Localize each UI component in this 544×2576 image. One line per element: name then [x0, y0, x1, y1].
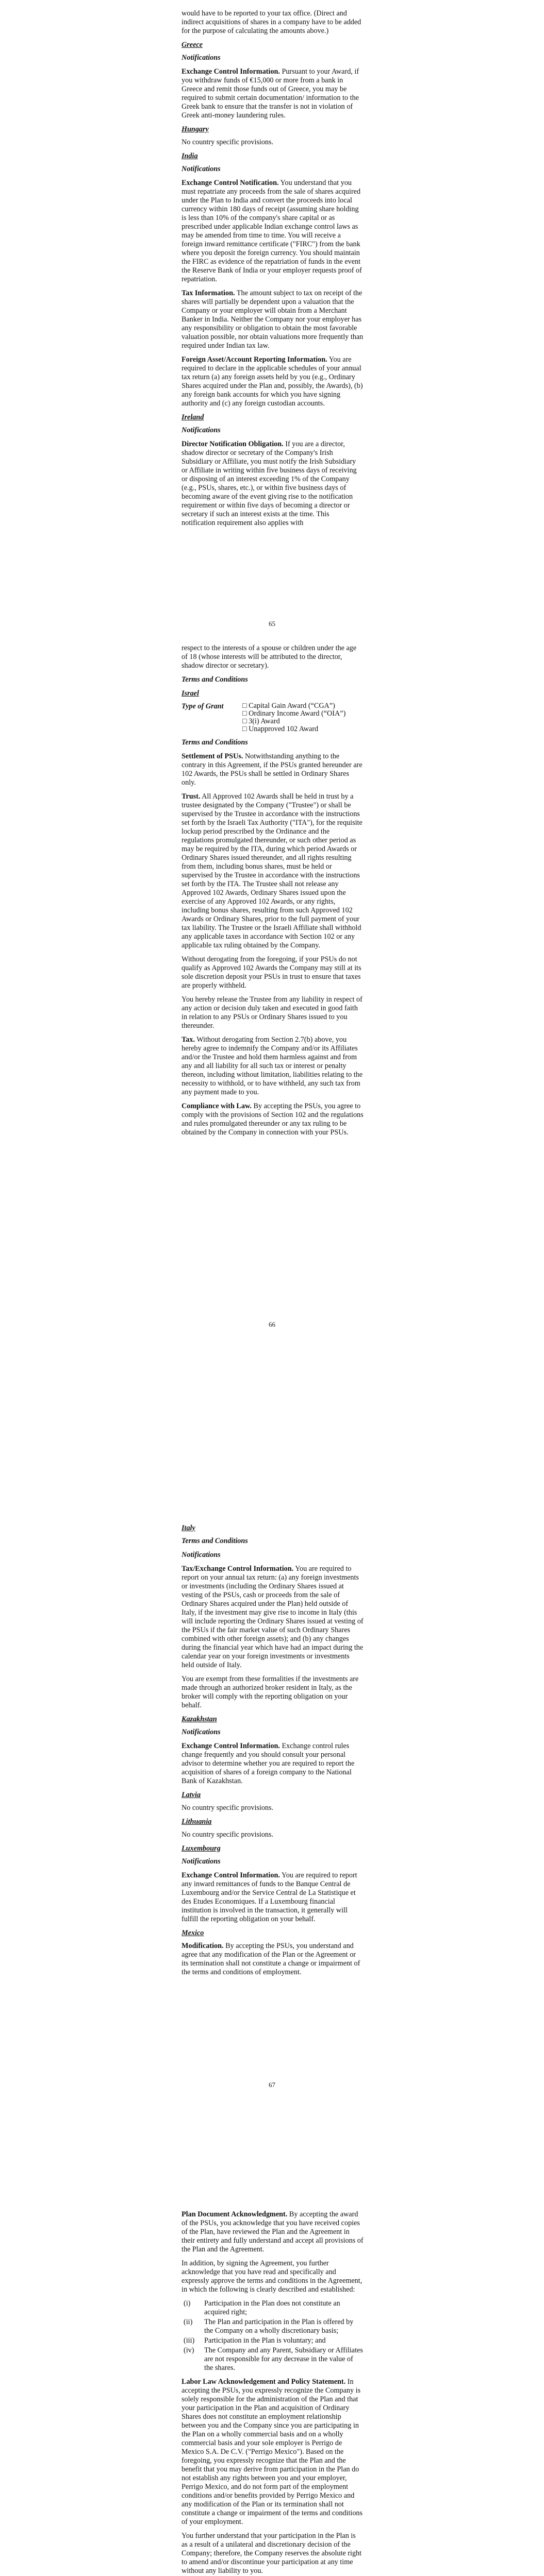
list-item [182, 2336, 364, 2345]
paragraph-text: You further understand that your participation in the Plan is as a result of a unilateral and discretionary decision of the Company; therefore, the Company reserves the absolute right to amend and/or discontinue your participation at any time without any liability to you. [182, 2532, 362, 2575]
section-heading: Hungary [182, 125, 209, 133]
subheading: Terms and Conditions [182, 738, 248, 747]
page-67 [0, 1463, 544, 2205]
paragraph [182, 1871, 364, 1924]
section-heading: India [182, 152, 198, 160]
grant-type-label: Type of Grant [182, 702, 224, 710]
grant-option-checkbox[interactable]: □ Ordinary Income Award (“OIA”) [242, 709, 346, 718]
paragraph-text: In accepting the PSUs, you expressly recognize the Company is solely responsible for the administration of the Plan and that your participation in the Plan and acquisition of Ordinary Shares does not constitute an employment relationship between you and the Company since you are participating in the Plan on a wholly commercial basis and on a wholly commercial basis and your sole employer is Perrigo de Mexico S.A. De C.V. ("Perrigo Mexico"). Based on the foregoing, you expressly recognize that the Plan and the benefit that you may derive from participation in the Plan do not establish any rights between you and your employer, Perrigo Mexico, and do not form part of the employment conditions and/or benefits provided by Perrigo Mexico and any modification of the Plan or its termination shall not constitute a change or impairment of the terms and conditions of your employment. [182, 2378, 363, 2526]
page-66-body [182, 644, 364, 1142]
section-heading: Mexico [182, 1929, 204, 1937]
paragraph-text: No country specific provisions. [182, 1831, 274, 1839]
paragraph-text: Notwithstanding anything to the contrary in this Agreement, if the PSUs granted hereunder are 102 Awards, the PSUs shall be settled in Ordinary Shares only. [182, 752, 362, 787]
paragraph [182, 2532, 364, 2575]
page-68 [0, 2205, 544, 2576]
paragraph [182, 138, 364, 147]
paragraph [182, 440, 364, 528]
section-heading: Lithuania [182, 1818, 212, 1826]
paragraph [182, 995, 364, 1030]
page-65-body [182, 9, 364, 533]
paragraph [182, 9, 364, 36]
grant-option-checkbox[interactable]: □ 3(i) Award [242, 717, 280, 725]
page-67-body [182, 1524, 364, 1982]
paragraph [182, 67, 364, 120]
paragraph [182, 2378, 364, 2527]
list-item-text: Participation in the Plan is voluntary; and [204, 2336, 326, 2345]
grant-option-checkbox[interactable]: □ Unapproved 102 Award [242, 725, 319, 733]
list-item-text: The Plan and participation in the Plan is offered by the Company on a wholly discretionary basis; [204, 2318, 354, 2335]
subheading: Terms and Conditions [182, 675, 248, 684]
subheading: Notifications [182, 165, 221, 173]
paragraph [182, 1102, 364, 1137]
section-heading: Greece [182, 41, 203, 49]
paragraph-lead: Exchange Control Information. [182, 67, 280, 76]
paragraph-text: You are required to declare in the applicable schedules of your annual tax return (a) any foreign assets held by you (e.g., Ordinary Shares acquired under the Plan and, possibly, the Awards), (b) any foreign bank accounts for which you have signing authority and (c) any foreign custodian accounts. [182, 355, 363, 408]
subheading: Notifications [182, 1857, 221, 1866]
section-heading: Luxembourg [182, 1844, 221, 1853]
paragraph-text: You are exempt from these formalities if the investments are made through an authorized broker resident in Italy, as the broker will comply with the reporting obligation on your behalf. [182, 1675, 359, 1709]
list-item-number: (i) [184, 2299, 191, 2308]
paragraph-text: You are required to report any inward remittances of funds to the Banque Central de Luxembourg and/or the Service Central de La Statistique et des Etudes Economiques. If a Luxembourg financial institution is involved in the transaction, it generally will fulfill the reporting obligation on your behalf. [182, 1871, 357, 1923]
paragraph [182, 179, 364, 284]
paragraph-text: All Approved 102 Awards shall be held in trust by a trustee designated by the Company ("Trustee") or shall be supervised by the Trustee in accordance with the instructions set forth by the Israeli Tax Authority ("ITA"), for the requisite lockup period prescribed by the Ordinance and the regulations promulgated thereunder, or such other period as may be required by the ITA, during which period Awards or Ordinary Shares issued thereunder, and all rights resulting from them, including bonus shares, must be held or supervised by the Trustee in accordance with the instructions set forth by the ITA. The Trustee shall not release any Approved 102 Awards, Ordinary Shares issued upon the exercise of any Approved 102 Awards, or any rights, including bonus shares, resulting from such Approved 102 Awards or Ordinary Shares, prior to the full payment of your tax liability. The Trustee or the Israeli Affiliate shall withhold any applicable taxes in accordance with Section 102 or any applicable tax ruling obtained by the Company. [182, 792, 362, 950]
page-number: 66 [269, 1320, 275, 1328]
paragraph-lead: Director Notification Obligation. [182, 440, 284, 448]
paragraph [182, 752, 364, 787]
subheading: Notifications [182, 1551, 221, 1559]
section-heading: Italy [182, 1524, 195, 1532]
paragraph [182, 2210, 364, 2254]
paragraph-text: By accepting the award of the PSUs, you acknowledge that you have received copies of the Plan, have reviewed the Plan and the Agreement in their entirety and fully understand and accept all provisions of the Plan and the Agreement. [182, 2210, 364, 2253]
paragraph [182, 1036, 364, 1097]
section-heading: Latvia [182, 1791, 201, 1799]
paragraph-text: Pursuant to your Award, if you withdraw funds of €15,000 or more from a bank in Greece and remit those funds out of Greece, you may be required to submit certain documentation/ information to the Greek bank to ensure that the transfer is not in violation of Greek anti-money laundering rules. [182, 67, 359, 120]
acknowledgement-list [182, 2299, 364, 2372]
paragraph-text: No country specific provisions. [182, 138, 274, 146]
page-number: 65 [269, 620, 275, 628]
paragraph-text: Exchange control rules change frequently and you should consult your personal advisor to determine whether you are required to report the acquisition of shares of a foreign company to the National Bank of Kazakhstan. [182, 1742, 355, 1785]
paragraph-text: You are required to report on your annual tax return: (a) any foreign investments or investments (including the Ordinary Shares issued at vesting of the PSUs, cash or proceeds from the sale of Ordinary Shares acquired under the Plan) held outside of Italy, if the investment may give rise to income in Italy (this will include reporting the Ordinary Shares issued at vesting of the PSUs if the fair market value of such Ordinary Shares combined with other foreign assets); and (b) any changes during the financial year which have had an impact during the calendar year on your foreign investments or investments held outside of Italy. [182, 1565, 364, 1669]
list-item-text: The Company and any Parent, Subsidiary or Affiliates are not responsible for any decrease in the value of the shares. [204, 2346, 363, 2372]
paragraph [182, 2259, 364, 2294]
paragraph-text: Without derogating from the foregoing, if your PSUs do not qualify as Approved 102 Awards the Company may still at its sole discretion deposit your PSUs in trust to ensure that taxes are properly withheld. [182, 955, 361, 990]
paragraph-lead: Compliance with Law. [182, 1102, 252, 1110]
paragraph-lead: Tax/Exchange Control Information. [182, 1565, 294, 1573]
grant-type [182, 702, 364, 733]
paragraph-text: You understand that you must repatriate any proceeds from the sale of shares acquired under the Plan to India and convert the proceeds into local currency within 180 days of receipt (assuming share holding is less than 10% of the company's share capital or as prescribed under applicable Indian exchange control laws as may be amended from time to time. You will receive a foreign inward remittance certificate ("FIRC") from the bank where you deposit the foreign currency. You should maintain the FIRC as evidence of the repatriation of funds in the event the Reserve Bank of India or your employer requests proof of repatriation. [182, 179, 362, 283]
subheading: Terms and Conditions [182, 1537, 248, 1545]
subheading: Notifications [182, 426, 221, 434]
page-65 [0, 0, 544, 639]
list-item [182, 2346, 364, 2372]
grant-type-options [242, 702, 345, 733]
paragraph-text: respect to the interests of a spouse or children under the age of 18 (whose interests will be attributed to the director, shadow director or secretary). [182, 644, 357, 670]
paragraph-lead: Modification. [182, 1942, 224, 1950]
paragraph-lead: Exchange Control Notification. [182, 179, 279, 187]
section-heading: Kazakhstan [182, 1715, 217, 1723]
paragraph-lead: Plan Document Acknowledgment. [182, 2210, 288, 2218]
paragraph [182, 955, 364, 990]
paragraph-text: No country specific provisions. [182, 1804, 274, 1812]
paragraph-text: You hereby release the Trustee from any liability in respect of any action or decision duly taken and executed in good faith in relation to any PSUs or Ordinary Shares issued to you thereunder. [182, 995, 362, 1030]
paragraph-lead: Exchange Control Information. [182, 1871, 280, 1879]
paragraph [182, 1942, 364, 1977]
page-number: 67 [269, 2081, 275, 2089]
page-66 [0, 639, 544, 1463]
list-item-number: (iv) [184, 2346, 194, 2354]
paragraph [182, 792, 364, 950]
paragraph-lead: Tax Information. [182, 289, 235, 297]
paragraph [182, 1565, 364, 1670]
paragraph [182, 289, 364, 350]
section-heading: Israel [182, 689, 199, 698]
paragraph-lead: Tax. [182, 1036, 195, 1044]
paragraph-lead: Foreign Asset/Account Reporting Information. [182, 355, 327, 364]
paragraph [182, 1742, 364, 1786]
paragraph-text: would have to be reported to your tax office. (Direct and indirect acquisitions of shares in a company have to be added for the purpose of calculating the amounts above.) [182, 9, 361, 35]
grant-option-checkbox[interactable]: □ Capital Gain Award (“CGA”) [242, 702, 335, 710]
list-item [182, 2318, 364, 2335]
paragraph-text: If you are a director, shadow director or secretary of the Company's Irish Subsidiary or Affiliate, you must notify the Irish Subsidiary or Affiliate in writing within five business days of receiving or disposing of an interest exceeding 1% of the Company (e.g., PSUs, shares, etc.), or within five business days of becoming aware of the event giving rise to the notification requirement or within five days of becoming a director or secretary if such an interest exists at the time. This notification requirement also applies with [182, 440, 357, 527]
paragraph-text: In addition, by signing the Agreement, you further acknowledge that you have read and specifically and expressly approve the terms and conditions in the Agreement, in which the following is clearly described and established: [182, 2259, 362, 2294]
list-item-number: (ii) [184, 2318, 193, 2326]
paragraph [182, 644, 364, 670]
page-68-body [182, 2210, 364, 2576]
paragraph [182, 355, 364, 408]
paragraph-text: By accepting the PSUs, you understand and agree that any modification of the Plan or the Agreement or its termination shall not constitute a change or impairment of the terms and conditions of employment. [182, 1942, 360, 1976]
paragraph [182, 1675, 364, 1710]
paragraph [182, 1804, 364, 1812]
section-heading: Ireland [182, 413, 204, 421]
paragraph-lead: Labor Law Acknowledgement and Policy Statement. [182, 2378, 346, 2386]
list-item-number: (iii) [184, 2336, 195, 2345]
paragraph [182, 1831, 364, 1839]
paragraph-lead: Exchange Control Information. [182, 1742, 280, 1750]
subheading: Notifications [182, 1728, 221, 1736]
paragraph-lead: Settlement of PSUs. [182, 752, 243, 760]
subheading: Notifications [182, 54, 221, 62]
paragraph-text: By accepting the PSUs, you agree to comply with the provisions of Section 102 and the regulations and rules promulgated thereunder or any tax ruling to be obtained by the Company in connection with your PSUs. [182, 1102, 364, 1137]
paragraph-text: The amount subject to tax on receipt of the shares will partially be dependent upon a valuation that the Company or your employer will obtain from a Merchant Banker in India. Neither the Company nor your employer has any responsibility or obligation to obtain the most favorable valuation possible, nor obtain valuations more frequently than required under Indian tax law. [182, 289, 364, 350]
list-item [182, 2299, 364, 2317]
paragraph-text: Without derogating from Section 2.7(b) above, you hereby agree to indemnify the Company and/or its Affiliates and/or the Trustee and hold them harmless against and from any and all liability for all such tax or interest or penalty thereon, including without limitation, liabilities relating to the necessity to withhold, or to have withheld, any such tax from any payment made to you. [182, 1036, 363, 1096]
list-item-text: Participation in the Plan does not constitute an acquired right; [204, 2299, 340, 2316]
paragraph-lead: Trust. [182, 792, 201, 801]
